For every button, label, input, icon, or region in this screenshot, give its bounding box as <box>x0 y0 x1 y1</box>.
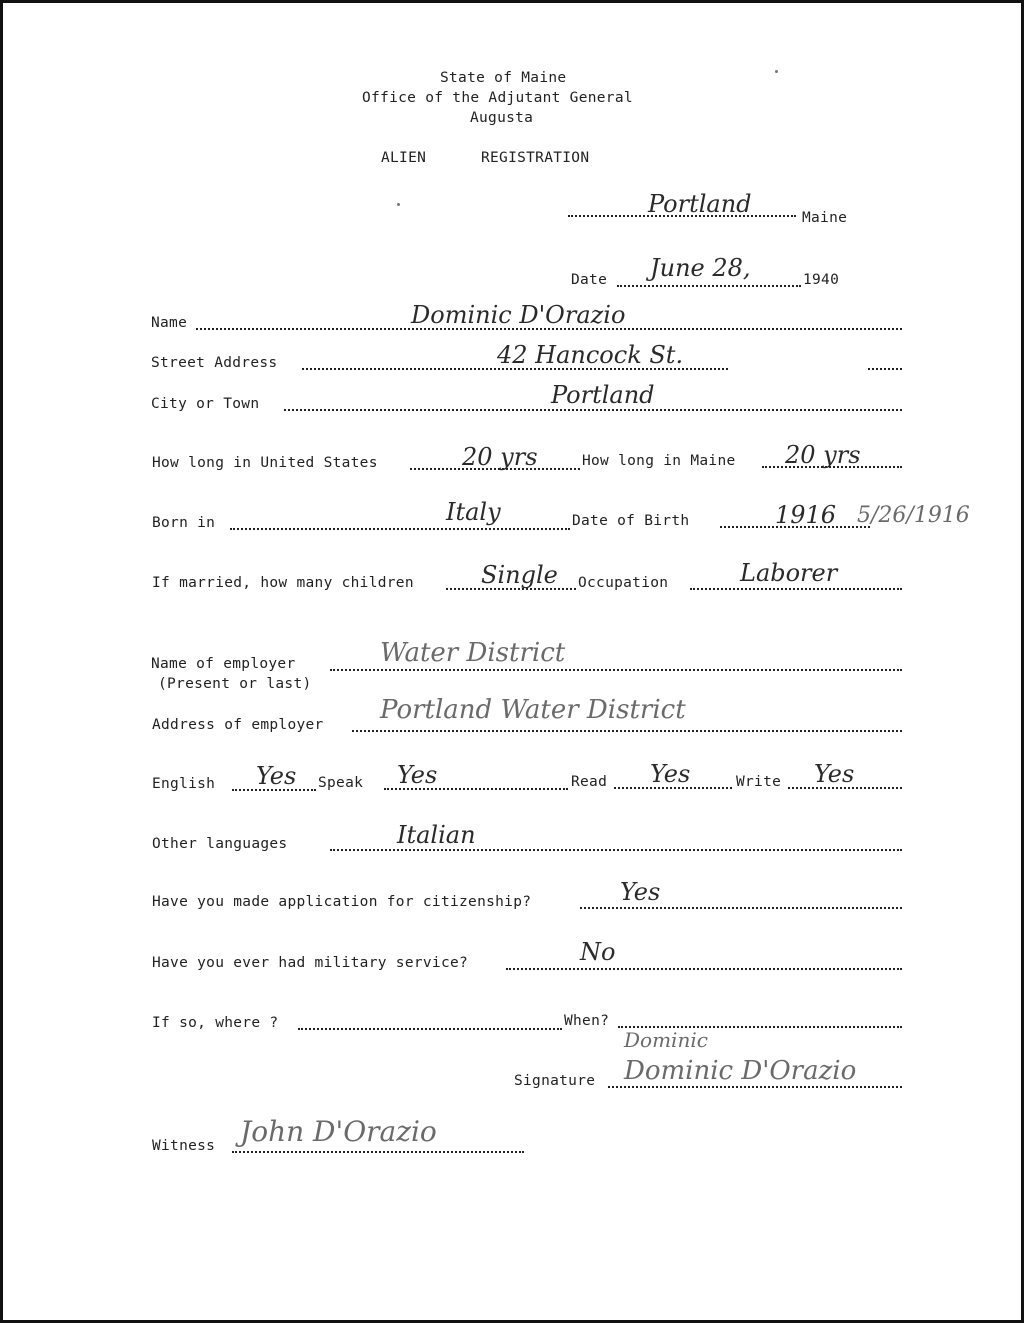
write-label: Write <box>736 774 782 790</box>
paper-speck <box>775 70 778 73</box>
witness-label: Witness <box>152 1138 216 1154</box>
military-label: Have you ever had military service? <box>152 955 469 971</box>
employer-label: Name of employer <box>151 656 296 672</box>
citizenship-dots <box>580 907 902 909</box>
employer-address-value: Portland Water District <box>380 695 686 725</box>
witness-value: John D'Orazio <box>240 1115 437 1148</box>
witness-dots <box>232 1151 524 1153</box>
other-languages-value: Italian <box>397 821 476 849</box>
date-label: Date <box>571 272 608 288</box>
employer-dots <box>330 669 902 671</box>
children-value: Single <box>481 561 558 589</box>
maine-duration-value: 20 yrs <box>785 441 861 469</box>
city-dots <box>284 409 902 411</box>
name-value: Dominic D'Orazio <box>411 301 626 329</box>
occupation-label: Occupation <box>578 575 669 591</box>
signature-dots <box>608 1086 902 1088</box>
military-dots <box>506 968 902 970</box>
title-registration: REGISTRATION <box>481 150 590 166</box>
paper-speck <box>397 203 400 206</box>
read-label: Read <box>571 774 608 790</box>
citizenship-label: Have you made application for citizenship? <box>152 894 532 910</box>
us-duration-label: How long in United States <box>152 455 378 471</box>
when-label: When? <box>564 1013 610 1029</box>
name-label: Name <box>151 315 188 331</box>
dob-extra: 5/26/1916 <box>857 503 970 528</box>
city-value: Portland <box>551 381 655 409</box>
children-label: If married, how many children <box>152 575 414 591</box>
english-value: Yes <box>256 762 297 790</box>
born-in-label: Born in <box>152 515 216 531</box>
street-label: Street Address <box>151 355 278 371</box>
speak-label: Speak <box>318 775 364 791</box>
other-languages-label: Other languages <box>152 836 288 852</box>
street-value: 42 Hancock St. <box>497 341 684 369</box>
us-duration-value: 20 yrs <box>462 443 538 471</box>
english-label: English <box>152 776 216 792</box>
occupation-value: Laborer <box>740 559 838 587</box>
born-in-value: Italy <box>446 498 501 526</box>
signature-label: Signature <box>514 1073 596 1089</box>
header-city: Augusta <box>470 110 534 126</box>
employer-value: Water District <box>380 638 566 668</box>
where-label: If so, where ? <box>152 1015 279 1031</box>
date-dots <box>617 285 801 287</box>
signature-value: Dominic D'Orazio <box>624 1056 857 1086</box>
street-dots-end <box>868 368 902 370</box>
citizenship-value: Yes <box>620 878 661 906</box>
title-alien: ALIEN <box>381 150 427 166</box>
dob-value: 1916 <box>775 501 837 529</box>
employer-sublabel: (Present or last) <box>158 676 312 692</box>
city-label: City or Town <box>151 396 260 412</box>
header-state: State of Maine <box>440 70 567 86</box>
write-value: Yes <box>814 760 855 788</box>
speak-value: Yes <box>397 761 438 789</box>
signature-correction: Dominic <box>624 1028 708 1052</box>
other-languages-dots <box>330 849 902 851</box>
military-value: No <box>580 938 616 966</box>
read-value: Yes <box>650 760 691 788</box>
maine-duration-label: How long in Maine <box>582 453 736 469</box>
header-office: Office of the Adjutant General <box>362 90 633 106</box>
place-suffix: Maine <box>802 210 848 226</box>
place-value: Portland <box>648 190 752 218</box>
where-dots <box>298 1028 562 1030</box>
date-value: June 28, <box>650 254 751 282</box>
employer-address-label: Address of employer <box>152 717 324 733</box>
occupation-dots <box>690 588 902 590</box>
born-in-dots <box>230 528 570 530</box>
date-year: 1940 <box>803 272 840 288</box>
employer-address-dots <box>352 730 902 732</box>
dob-label: Date of Birth <box>572 513 690 529</box>
